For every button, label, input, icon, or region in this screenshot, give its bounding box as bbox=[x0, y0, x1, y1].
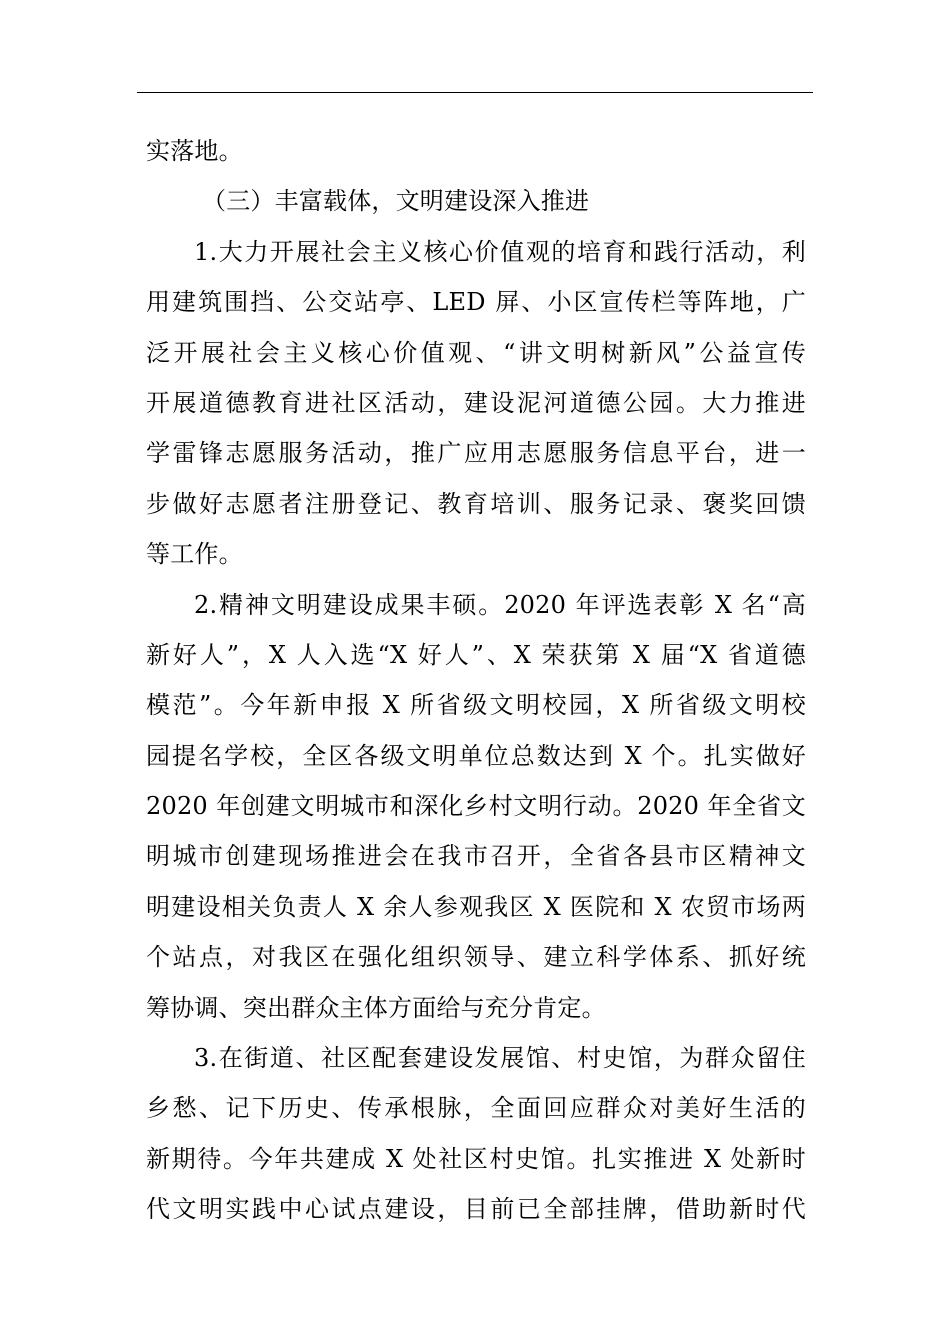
paragraph-line: 3.在街道、社区配套建设发展馆、村史馆，为群众留住 bbox=[194, 1044, 806, 1073]
paragraph-line: 1.大力开展社会主义核心价值观的培育和践行活动，利 bbox=[194, 237, 806, 266]
paragraph-line: 开展道德教育进社区活动，建设泥河道德公园。大力推进 bbox=[146, 388, 806, 417]
paragraph-line: 代文明实践中心试点建设，目前已全部挂牌，借助新时代 bbox=[146, 1195, 806, 1224]
paragraph-line: 乡愁、记下历史、传承根脉，全面回应群众对美好生活的 bbox=[146, 1094, 806, 1123]
paragraph-line: 模范”。今年新申报 X 所省级文明校园，X 所省级文明校 bbox=[146, 691, 806, 720]
paragraph-line: 明建设相关负责人 X 余人参观我区 X 医院和 X 农贸市场两 bbox=[146, 892, 806, 921]
header-rule bbox=[137, 92, 813, 93]
paragraph-line: 个站点，对我区在强化组织领导、建立科学体系、抓好统 bbox=[146, 943, 806, 972]
paragraph-line: 明城市创建现场推进会在我市召开，全省各县市区精神文 bbox=[146, 842, 806, 871]
paragraph-line: 泛开展社会主义核心价值观、“讲文明树新风”公益宣传 bbox=[146, 338, 806, 367]
paragraph-line: 2020 年创建文明城市和深化乡村文明行动。2020 年全省文 bbox=[146, 792, 806, 821]
paragraph-line: 等工作。 bbox=[146, 540, 243, 569]
paragraph-line: 新好人”，X 人入选“X 好人”、X 荣获第 X 届“X 省道德 bbox=[146, 640, 806, 669]
document-body bbox=[146, 126, 806, 1235]
paragraph-line: 筹协调、突出群众主体方面给与充分肯定。 bbox=[146, 993, 606, 1022]
paragraph-line: 园提名学校，全区各级文明单位总数达到 X 个。扎实做好 bbox=[146, 741, 806, 770]
paragraph-line: 步做好志愿者注册登记、教育培训、服务记录、褒奖回馈 bbox=[146, 489, 806, 518]
paragraph-line: 学雷锋志愿服务活动，推广应用志愿服务信息平台，进一 bbox=[146, 439, 806, 468]
paragraph-line: 实落地。 bbox=[146, 137, 243, 165]
paragraph-line: 2.精神文明建设成果丰硕。2020 年评选表彰 X 名“高 bbox=[194, 590, 806, 619]
paragraph-line: 用建筑围挡、公交站亭、LED 屏、小区宣传栏等阵地，广 bbox=[146, 288, 806, 317]
section-heading: （三）丰富载体，文明建设深入推进 bbox=[202, 187, 590, 216]
paragraph-line: 新期待。今年共建成 X 处社区村史馆。扎实推进 X 处新时 bbox=[146, 1144, 806, 1173]
